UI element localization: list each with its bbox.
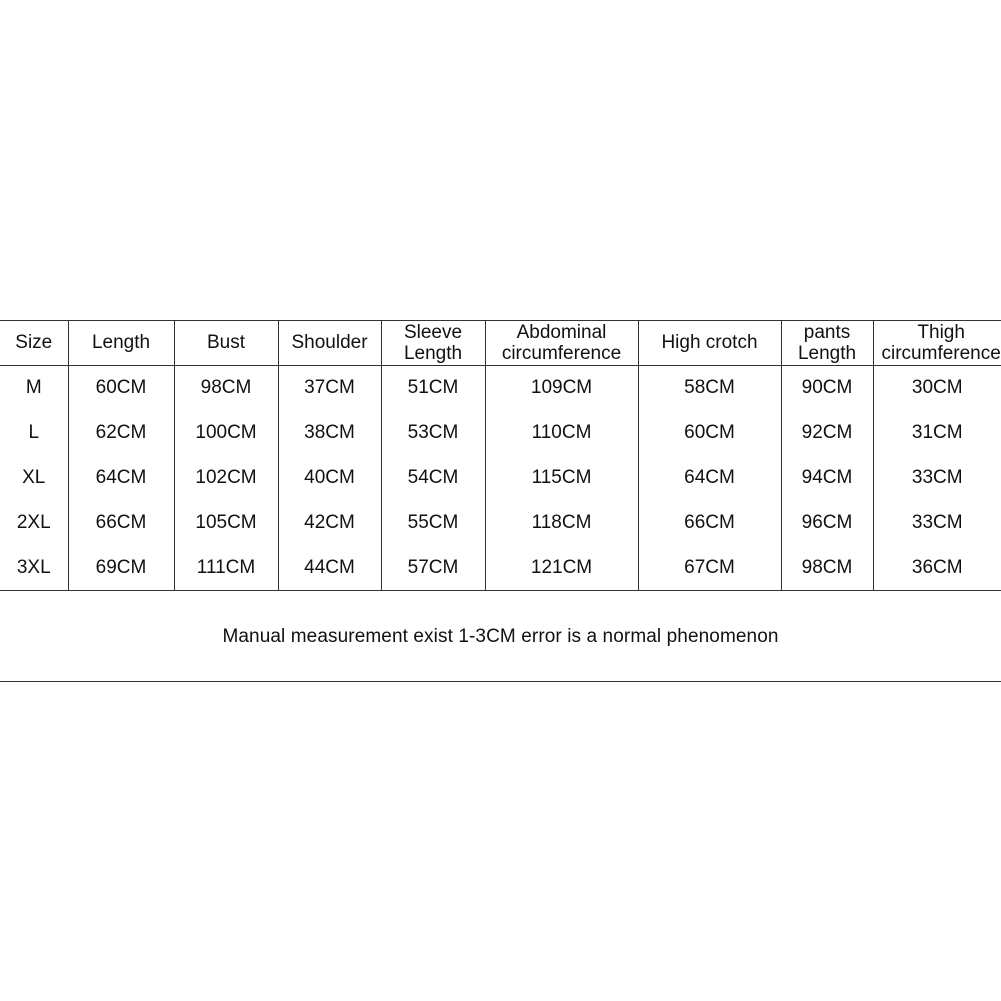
header-abdominal-circumference: Abdominal circumference xyxy=(485,321,638,366)
cell-bust: 105CM xyxy=(174,500,278,545)
header-size: Size xyxy=(0,321,68,366)
cell-thigh-circumference: 33CM xyxy=(873,455,1001,500)
header-shoulder: Shoulder xyxy=(278,321,381,366)
header-row xyxy=(0,321,1001,366)
cell-abdominal-circumference: 110CM xyxy=(485,410,638,455)
cell-size: 3XL xyxy=(0,545,68,591)
cell-abdominal-circumference: 109CM xyxy=(485,366,638,411)
table-row xyxy=(0,366,1001,411)
cell-pants-length: 92CM xyxy=(781,410,873,455)
cell-high-crotch: 64CM xyxy=(638,455,781,500)
table-row xyxy=(0,455,1001,500)
cell-bust: 102CM xyxy=(174,455,278,500)
cell-length: 62CM xyxy=(68,410,174,455)
size-table xyxy=(0,321,1001,591)
cell-sleeve-length: 51CM xyxy=(381,366,485,411)
table-row xyxy=(0,545,1001,591)
measurement-note: Manual measurement exist 1-3CM error is a normal phenomenon xyxy=(222,626,779,647)
header-sleeve-length: Sleeve Length xyxy=(381,321,485,366)
cell-bust: 98CM xyxy=(174,366,278,411)
cell-sleeve-length: 55CM xyxy=(381,500,485,545)
cell-thigh-circumference: 33CM xyxy=(873,500,1001,545)
cell-abdominal-circumference: 118CM xyxy=(485,500,638,545)
table-row xyxy=(0,410,1001,455)
cell-thigh-circumference: 30CM xyxy=(873,366,1001,411)
header-bust: Bust xyxy=(174,321,278,366)
cell-length: 60CM xyxy=(68,366,174,411)
cell-pants-length: 98CM xyxy=(781,545,873,591)
cell-thigh-circumference: 36CM xyxy=(873,545,1001,591)
cell-size: XL xyxy=(22,466,46,488)
cell-shoulder: 44CM xyxy=(278,545,381,591)
cell-shoulder: 38CM xyxy=(278,410,381,455)
header-pants-length: pants Length xyxy=(781,321,873,366)
cell-size: 2XL xyxy=(16,511,51,533)
cell-high-crotch: 67CM xyxy=(638,545,781,591)
cell-high-crotch: 60CM xyxy=(638,410,781,455)
header-high-crotch: High crotch xyxy=(638,321,781,366)
cell-pants-length: 90CM xyxy=(781,366,873,411)
cell-high-crotch: 66CM xyxy=(638,500,781,545)
cell-shoulder: 40CM xyxy=(278,455,381,500)
cell-length: 66CM xyxy=(68,500,174,545)
cell-high-crotch: 58CM xyxy=(638,366,781,411)
cell-abdominal-circumference: 121CM xyxy=(485,545,638,591)
cell-shoulder: 42CM xyxy=(278,500,381,545)
cell-length: 69CM xyxy=(68,545,174,591)
cell-shoulder: 37CM xyxy=(278,366,381,411)
cell-abdominal-circumference: 115CM xyxy=(485,455,638,500)
size-chart xyxy=(0,320,1001,682)
cell-length: 64CM xyxy=(68,455,174,500)
cell-sleeve-length: 57CM xyxy=(381,545,485,591)
cell-size: L xyxy=(28,421,40,443)
table-row xyxy=(0,500,1001,545)
cell-pants-length: 94CM xyxy=(781,455,873,500)
cell-bust: 111CM xyxy=(174,545,278,591)
cell-bust: 100CM xyxy=(174,410,278,455)
cell-sleeve-length: 54CM xyxy=(381,455,485,500)
header-length: Length xyxy=(68,321,174,366)
cell-sleeve-length: 53CM xyxy=(381,410,485,455)
cell-size: M xyxy=(25,377,42,398)
cell-thigh-circumference: 31CM xyxy=(873,410,1001,455)
cell-pants-length: 96CM xyxy=(781,500,873,545)
header-thigh-circumference: Thigh circumference xyxy=(873,321,1001,366)
